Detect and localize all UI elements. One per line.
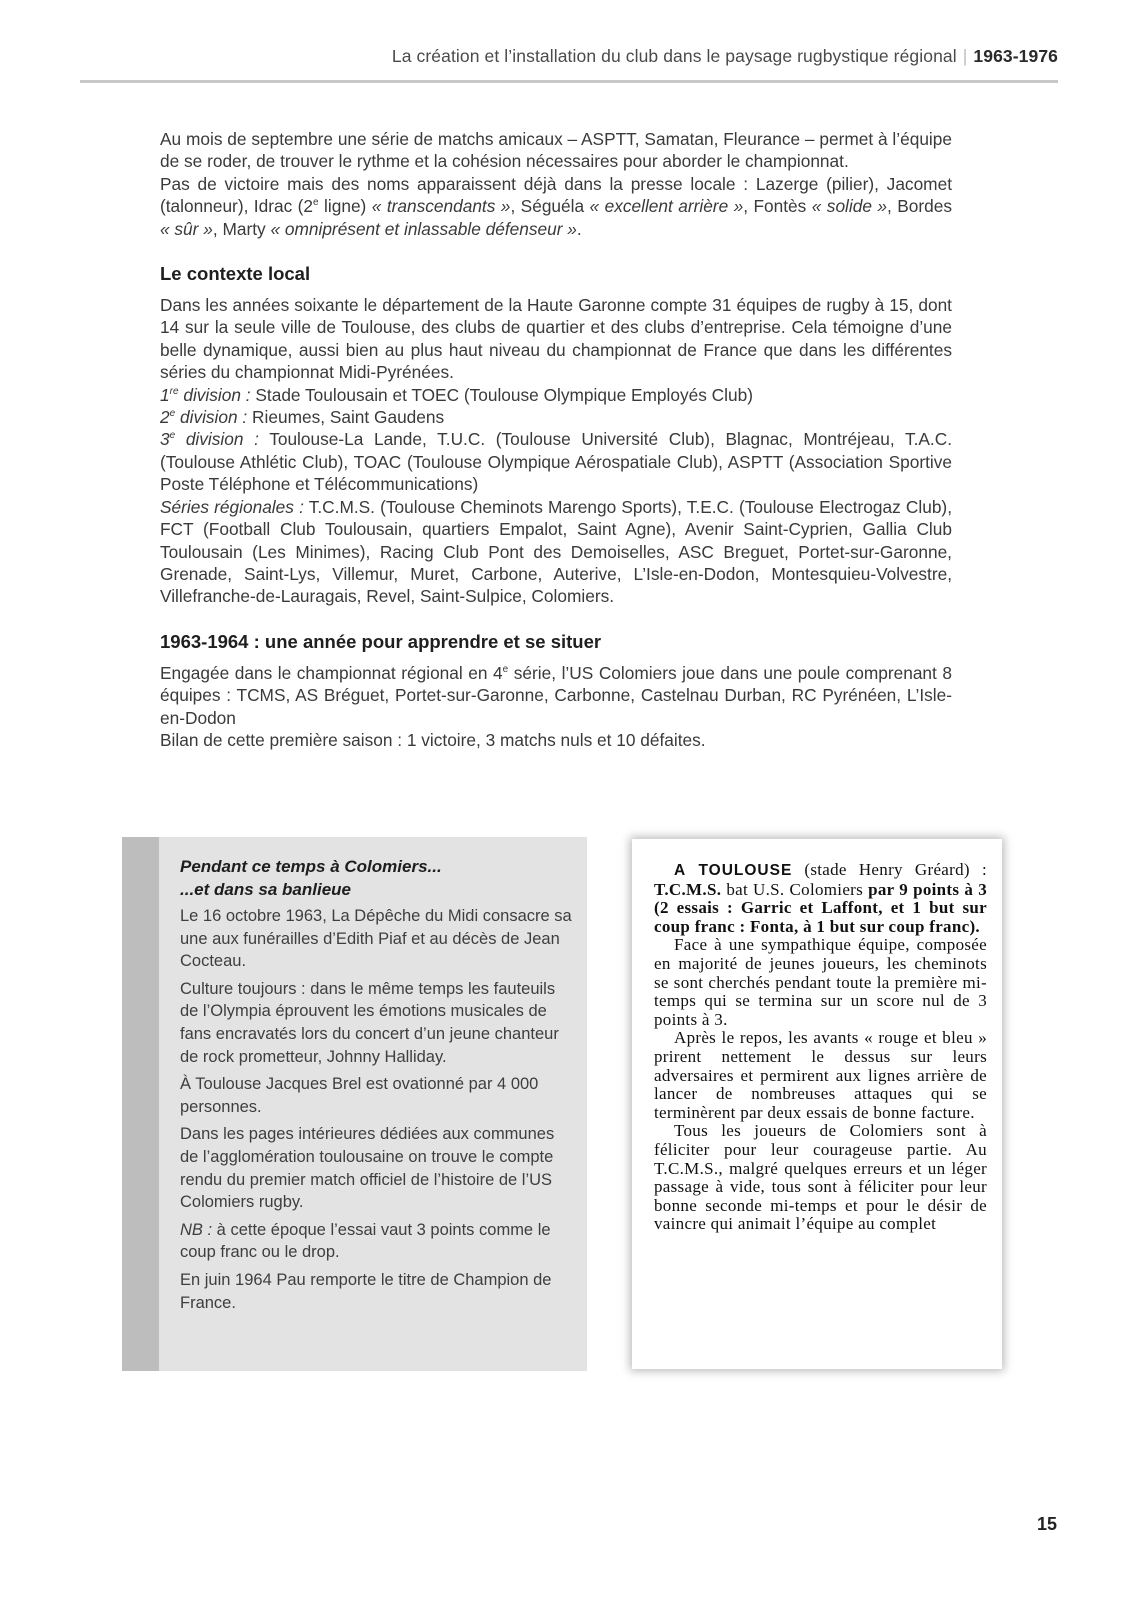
series-label: Séries régionales : [160, 496, 304, 517]
division-number: 1 [160, 384, 170, 405]
intro-paragraph-1: Au mois de septembre une série de matchs amicaux – ASPTT, Samatan, Fleurance – permet à l’équipe de se roder, de trouver le rythme et la cohésion nécessaires pour aborder le championnat. [160, 129, 952, 172]
header-separator: | [962, 46, 968, 66]
text-run: Pas de victoire mais des noms apparaissent déjà dans la presse locale : Lazerge (pilier), Jacomet (talonneur), Idrac (2 [160, 173, 952, 217]
division-3 [160, 428, 952, 495]
note-label: NB : [180, 1220, 213, 1239]
division-label: division : [178, 384, 251, 405]
newspaper-clipping [632, 839, 1002, 1369]
quote: « solide » [811, 196, 888, 217]
text-run: , Fontès [743, 196, 812, 217]
page-number: 15 [1036, 1514, 1057, 1534]
division-2 [160, 406, 952, 428]
division-1 [160, 384, 952, 406]
division-label: division : [175, 407, 248, 428]
text-run: . [576, 218, 582, 239]
superscript: e [169, 430, 176, 442]
clipping-paragraph-1 [654, 861, 987, 936]
text-run: T.C.M.S. [654, 879, 722, 899]
running-title: La création et l’installation du club dans le paysage rugbystique régional [391, 46, 957, 66]
clipping-paragraph-3: Après le repos, les avants « rouge et bleu » prirent nettement le dessus sur leurs adversaires et permirent aux lignes arrière de lancer de nombreuses attaques qui se terminèrent par deux essais de bonne facture. [654, 1028, 987, 1122]
sidebar-paragraph: À Toulouse Jacques Brel est ovationné par 4 000 personnes. [180, 1075, 539, 1116]
superscript: re [169, 385, 179, 397]
quote: « omniprésent et inlassable défenseur » [270, 218, 577, 239]
text-run: par 9 points à 3 (2 essais : Garric et Laffont, et 1 but sur coup franc : Fonta, à 1 but sur coup franc). [654, 879, 987, 936]
section-heading-local-context: Le contexte local [160, 263, 311, 285]
quote: « excellent arrière » [589, 196, 744, 217]
division-clubs: Stade Toulousain et TOEC (Toulouse Olympique Employés Club) [250, 384, 753, 405]
section-heading-season: 1963-1964 : une année pour apprendre et se situer [160, 630, 602, 652]
intro-paragraph-2 [160, 173, 952, 240]
running-header [80, 46, 1058, 67]
sidebar-title [180, 855, 575, 901]
text-run: Engagée dans le championnat régional en 4 [160, 662, 503, 683]
local-context-paragraph: Dans les années soixante le département de la Haute Garonne compte 31 équipes de rugby à 15, dont 14 sur la seule ville de Toulouse, des clubs de quartier et des clubs d’entreprise. Cela témoigne d’une belle dynamique, aussi bien au plus haut niveau du championnat de France que dans les différentes séries du championnat Midi-Pyrénées. [160, 295, 952, 383]
season-paragraph-1 [160, 662, 952, 729]
text-run: , Séguéla [510, 196, 590, 217]
sidebar-box [122, 837, 587, 1371]
sidebar-paragraph: En juin 1964 Pau remporte le titre de Champion de France. [180, 1270, 552, 1312]
quote: « sûr » [160, 218, 213, 239]
division-label: division : [175, 429, 259, 450]
sidebar-paragraph: Dans les pages intérieures dédiées aux communes de l’agglomération toulousaine on trouve le compte rendu du premier match officiel de l’histoire de l’US Colomiers rugby. [180, 1125, 555, 1212]
season-paragraph-2: Bilan de cette première saison : 1 victoire, 3 matchs nuls et 10 défaites. [160, 729, 706, 750]
division-clubs: Rieumes, Saint Gaudens [247, 407, 445, 428]
clipping-paragraph-4: Tous les joueurs de Colomiers sont à féliciter pour leur courageuse partie. Au T.C.M.S., malgré quelques erreurs et un léger passage à vide, tous sont à féliciter pour leur bonne seconde mi-temps et pour le désir de vaincre qui animait l’équipe au complet [654, 1121, 987, 1234]
text-run: , Bordes [887, 196, 953, 217]
main-text [160, 128, 952, 751]
text-run: bat U.S. Colomiers [721, 879, 869, 899]
quote: « transcendants » [371, 196, 511, 217]
sidebar-title-line-1: Pendant ce temps à Colomiers... [180, 857, 442, 876]
header-rule [80, 80, 1058, 83]
regional-series [160, 496, 952, 608]
clipping-lead: A TOULOUSE [674, 862, 793, 879]
header-years: 1963-1976 [973, 46, 1058, 66]
text-run: , Marty [212, 218, 271, 239]
clipping-column [654, 861, 987, 1234]
text-run: ligne) [318, 196, 372, 217]
sidebar-content [180, 855, 575, 1319]
sidebar-title-line-2: ...et dans sa banlieue [180, 880, 352, 899]
division-number: 3 [160, 429, 170, 450]
sidebar-paragraph: Culture toujours : dans le même temps les fauteuils de l’Olympia éprouvent les émotions musicales de fans encravatés lors du concert d’un jeune chanteur de rock prometteur, Johnny Halliday. [180, 979, 559, 1066]
text-run: (stade Henry Gréard) : [792, 860, 987, 879]
superscript: e [169, 408, 176, 420]
sidebar-note [180, 1219, 575, 1264]
series-clubs: T.C.M.S. (Toulouse Cheminots Marengo Sports), T.E.C. (Toulouse Electrogaz Club), FCT (Football Club Toulousain, quartiers Empalot, Saint Agne), Avenir Saint-Cyprien, Gallia Club Toulousain (Les Minimes), Racing Club Pont des Demoiselles, ASC Breguet, Portet-sur-Garonne, Grenade, Saint-Lys, Villemur, Muret, Carbone, Auterive, L’Isle-en-Dodon, Montesquieu-Volvestre, Villefranche-de-Lauragais, Revel, Saint-Sulpice, Colomiers. [160, 496, 952, 607]
sidebar-accent-bar [122, 837, 159, 1371]
superscript: e [502, 663, 509, 675]
note-text: à cette époque l’essai vaut 3 points comme le coup franc ou le drop. [180, 1220, 551, 1262]
text-run: série, l’US Colomiers joue dans une poule comprenant 8 équipes : TCMS, AS Bréguet, Portet-sur-Garonne, Carbonne, Castelnau Durban, RC Pyrénéen, L’Isle-en-Dodon [160, 662, 952, 728]
division-number: 2 [160, 407, 170, 428]
superscript: e [313, 197, 319, 209]
sidebar-paragraph: Le 16 octobre 1963, La Dépêche du Midi consacre sa une aux funérailles d’Edith Piaf et au décès de Jean Cocteau. [180, 907, 572, 971]
division-clubs: Toulouse-La Lande, T.U.C. (Toulouse Université Club), Blagnac, Montréjeau, T.A.C. (Toulouse Athlétic Club), TOAC (Toulouse Olympique Aérospatiale Club), ASPTT (Association Sportive Poste Téléphone et Télécommunications) [160, 429, 952, 495]
clipping-paragraph-2: Face à une sympathique équipe, composée en majorité de jeunes joueurs, les cheminots se sont cherchés pendant toute la première mi-temps qui se termina sur un score nul de 3 points à 3. [654, 935, 987, 1029]
